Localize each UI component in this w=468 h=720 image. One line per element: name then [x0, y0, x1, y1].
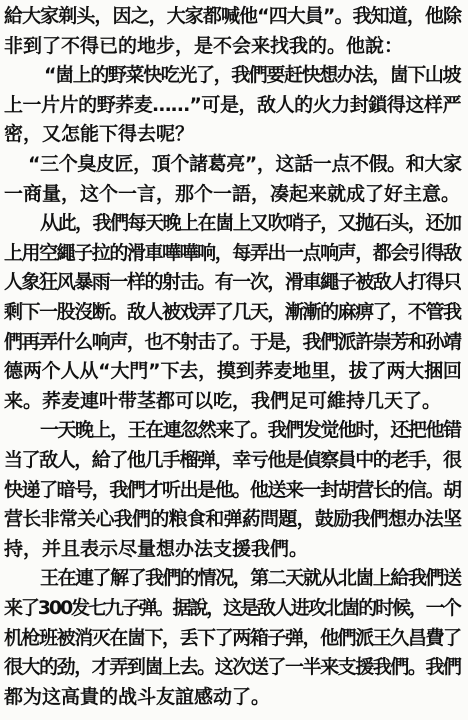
text-line: 非到了不得已的地步，是不会来找我的。他說：	[4, 34, 404, 57]
text-line: 从此，我們每天晚上在崮上又吹哨子，又抛石头，还加	[40, 212, 461, 235]
text-line: 来。荞麦連叶带茎都可以吃，我們足可維持几天了。	[4, 389, 442, 412]
text-line: 都为这高貴的战斗友誼感动了。	[4, 685, 271, 708]
text-line: 王在連了解了我們的情况，第二天就从北崮上給我們送	[40, 567, 461, 590]
text-line: 上用空繩子拉的滑車嘩嘩响，每弄出一点响声，都会引得敌	[4, 241, 461, 264]
text-line: 剩下一股沒断。敌人被戏弄了几天，漸漸的麻痹了，不管我	[4, 301, 461, 323]
text-line: 当了敌人，給了他几手榴弹，幸亏他是偵察員中的老手，很	[4, 449, 461, 471]
text-line: “崮上的野菜快吃光了，我們要赶快想办法，崮下山坡	[44, 64, 461, 87]
text-line: 营长非常关心我們的粮食和弹葯問題，鼓励我們想办法坚	[4, 508, 462, 531]
text-line: 机枪班被消灭在崮下，丢下了两箱子弹，他們派王久昌費了	[4, 626, 461, 649]
text-line: 很大的劲，才弄到崮上去。这次送了一半来支援我們。我們	[4, 656, 461, 679]
text-line: 持，并且表示尽量想办法支援我們。	[4, 537, 309, 560]
text-line: 人象狂风暴雨一样的射击。有一次，滑車繩子被敌人打得只	[4, 271, 461, 294]
text-line: 上一片片的野荞麦……”可是，敌人的火力封鎖得这样严	[4, 93, 461, 116]
text-line: 来了300发七九子弹。据說，这是敌人进攻北崮的时候，一个	[4, 597, 460, 619]
text-line: 快递了暗号，我們才听出是他。他送来一封胡营长的信。胡	[4, 478, 461, 501]
text-line: 一天晚上，王在連忽然来了。我們发觉他时，还把他错	[40, 419, 461, 442]
text-line: “三个臭皮匠，頂个諸葛亮”，这話一点不假。和大家	[28, 153, 462, 175]
text-line: 密，又怎能下得去呢？	[4, 123, 195, 146]
text-line: 給大家剃头，因之，大家都喊他“四大員”。我知道，他除	[4, 5, 462, 27]
text-line: 一商量，这个一言，那个一語，凑起来就成了好主意。	[4, 182, 461, 205]
text-line: 們再弄什么响声，也不射击了。于是，我們派許崇芳和孙靖	[4, 330, 461, 353]
text-line: 德两个人从“大門”下去，摸到荞麦地里，拔了两大捆回	[4, 360, 462, 383]
